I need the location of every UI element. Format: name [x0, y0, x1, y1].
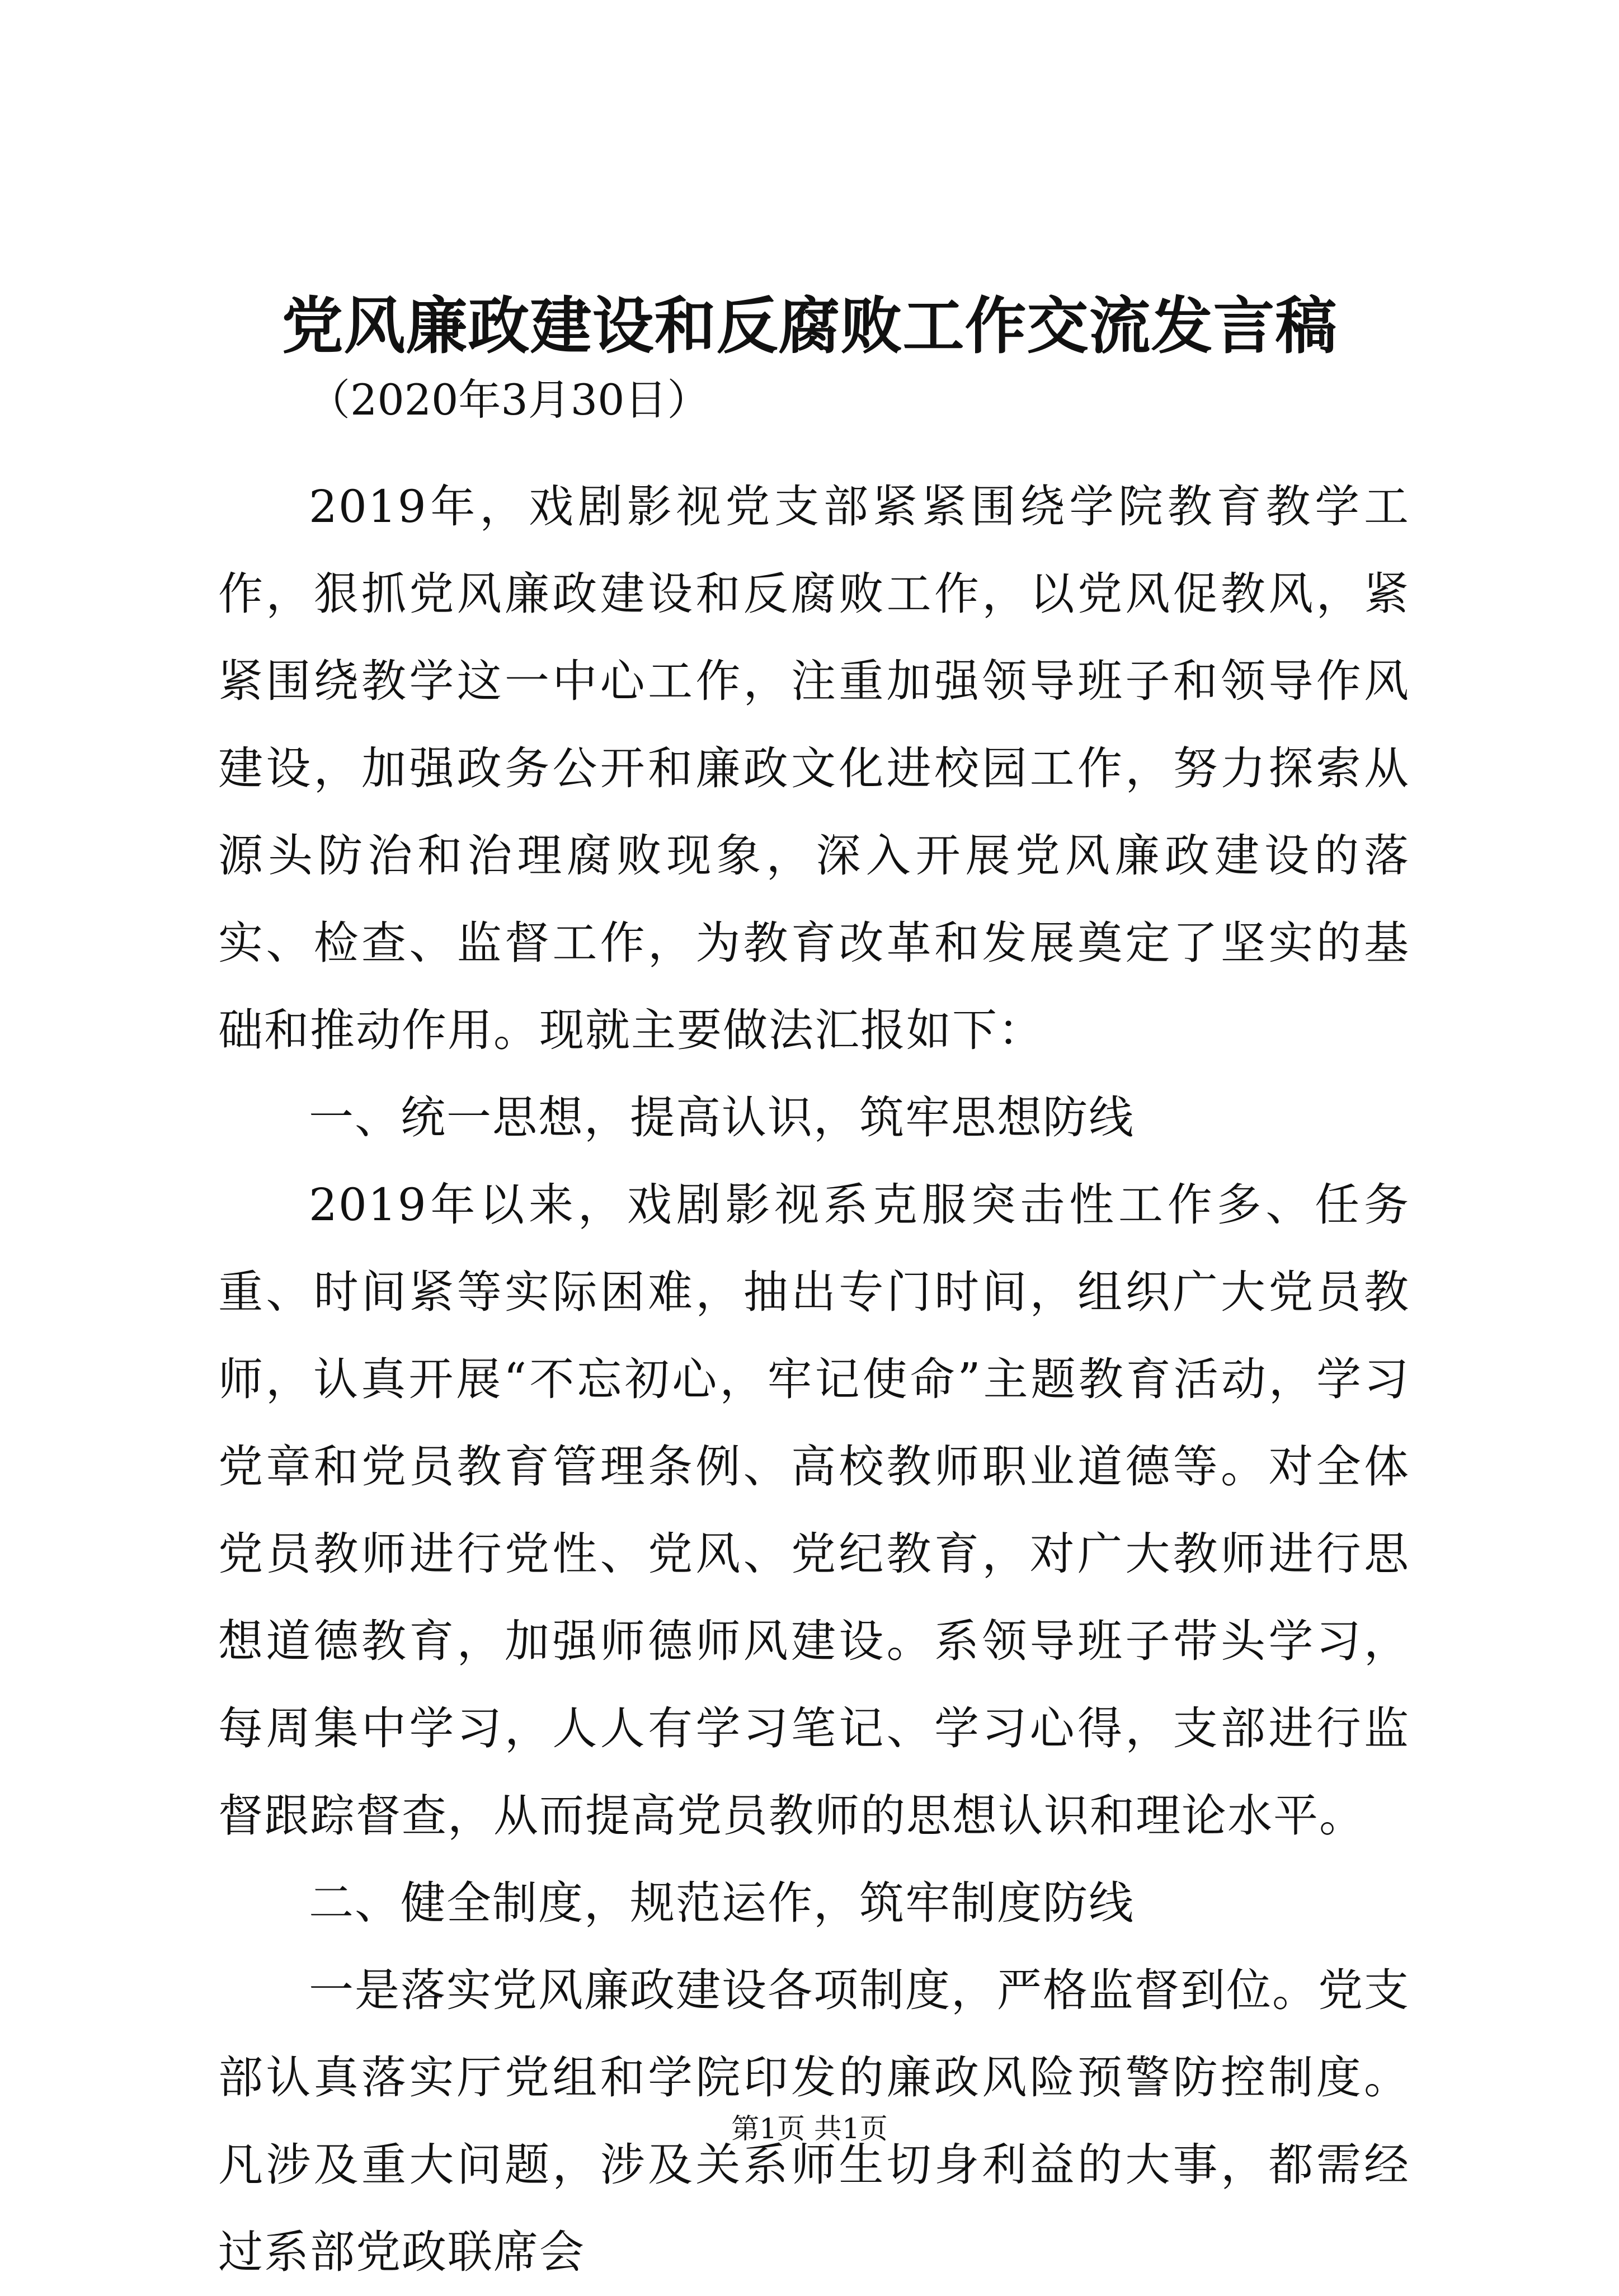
- document-date: （2020年3月30日）: [308, 375, 710, 425]
- document-body: [218, 463, 1410, 2296]
- body-paragraph: 2019年，戏剧影视党支部紧紧围绕学院教育教学工作，狠抓党风廉政建设和反腐败工作，以党风促教风，紧紧围绕教学这一中心工作，注重加强领导班子和领导作风建设，加强政务公开和廉政文化进校园工作，努力探索从源头防治和治理腐败现象，深入开展党风廉政建设的落实、检查、监督工作，为教育改革和发展奠定了坚实的基础和推动作用。现就主要做法汇报如下：: [218, 481, 1410, 1056]
- body-paragraph: 一是落实党风廉政建设各项制度，严格监督到位。党支部认真落实厅党组和学院印发的廉政风险预警防控制度。凡涉及重大问题，涉及关系师生切身利益的大事，都需经过系部党政联席会: [218, 1964, 1410, 2278]
- page-footer: 第1页 共1页: [731, 2112, 888, 2145]
- section-heading: 一、统一思想，提高认识，筑牢思想防线: [309, 1091, 1135, 1144]
- body-paragraph: 2019年以来，戏剧影视系克服突击性工作多、任务重、时间紧等实际困难，抽出专门时间，组织广大党员教师，认真开展“不忘初心，牢记使命”主题教育活动，学习党章和党员教育管理条例、高校教师职业道德等。对全体党员教师进行党性、党风、党纪教育，对广大教师进行思想道德教育，加强师德师风建设。系领导班子带头学习，每周集中学习，人人有学习笔记、学习心得，支部进行监督跟踪督查，从而提高党员教师的思想认识和理论水平。: [218, 1179, 1410, 1842]
- document-title: 党风廉政建设和反腐败工作交流发言稿: [281, 290, 1338, 362]
- section-heading: 二、健全制度，规范运作，筑牢制度防线: [309, 1877, 1135, 1929]
